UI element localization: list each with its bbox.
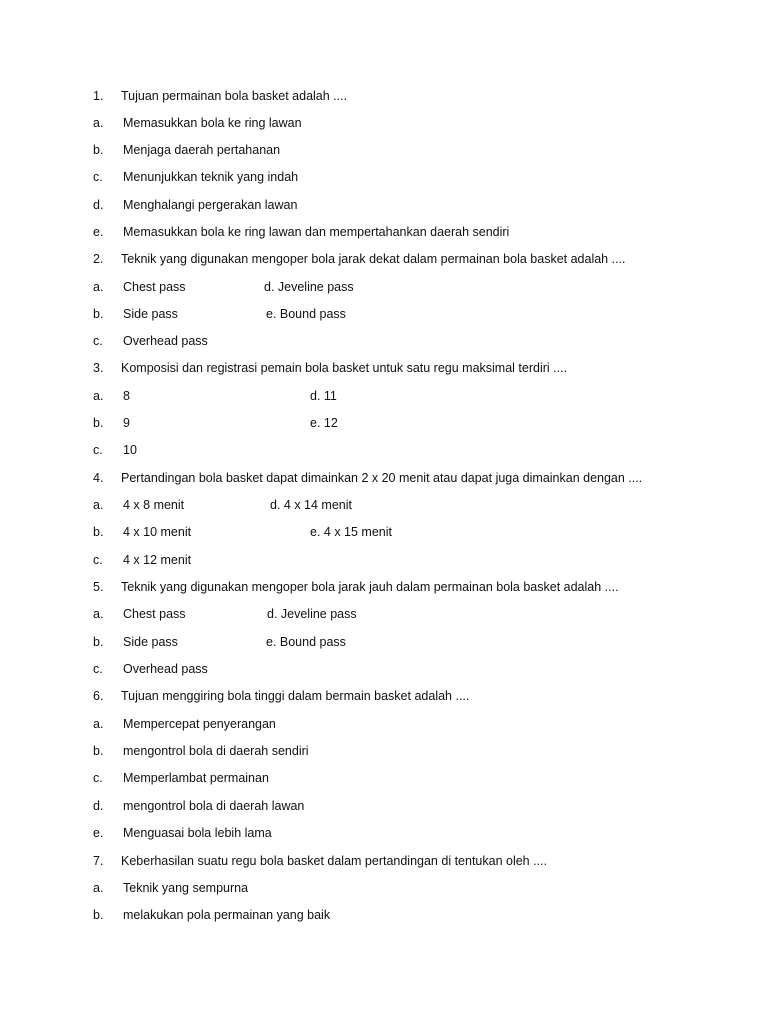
question-5 [0, 577, 768, 597]
option-row [0, 167, 768, 187]
option-marker: a. [93, 389, 104, 403]
option-marker: c. [93, 170, 103, 184]
option-marker: b. [93, 744, 104, 758]
option-text: Memasukkan bola ke ring lawan [123, 116, 302, 130]
option-row [0, 878, 768, 898]
question-number: 1. [93, 89, 104, 103]
option-text: Chest pass [123, 280, 186, 294]
option-text: 4 x 10 menit [123, 525, 192, 539]
question-text: Komposisi dan registrasi pemain bola basket untuk satu regu maksimal terdiri .... [121, 361, 568, 375]
option-row [0, 796, 768, 816]
question-text: Tujuan menggiring bola tinggi dalam bermain basket adalah .... [121, 689, 470, 703]
option-row [0, 632, 768, 652]
option-text: 4 x 12 menit [123, 553, 192, 567]
option-marker: c. [93, 771, 103, 785]
question-number: 2. [93, 252, 104, 266]
option-row [0, 604, 768, 624]
option-row [0, 714, 768, 734]
option-text: Side pass [123, 635, 178, 649]
option-text: Memasukkan bola ke ring lawan dan mempertahankan daerah sendiri [123, 225, 510, 239]
option-row [0, 222, 768, 242]
option-text: Side pass [123, 307, 178, 321]
option-marker: c. [93, 662, 103, 676]
option-text: Overhead pass [123, 662, 208, 676]
option-text: 9 [123, 416, 130, 430]
option-text-secondary: d. Jeveline pass [267, 607, 357, 621]
option-row [0, 413, 768, 433]
option-text-secondary: d. Jeveline pass [264, 280, 354, 294]
option-marker: e. [93, 225, 104, 239]
option-row [0, 440, 768, 460]
option-marker: c. [93, 334, 103, 348]
question-2 [0, 249, 768, 269]
question-number: 3. [93, 361, 104, 375]
option-row [0, 331, 768, 351]
question-number: 5. [93, 580, 104, 594]
option-text: Menunjukkan teknik yang indah [123, 170, 299, 184]
option-marker: b. [93, 635, 104, 649]
option-text-secondary: e. 12 [310, 416, 338, 430]
option-row [0, 277, 768, 297]
question-text: Pertandingan bola basket dapat dimainkan 2 x 20 menit atau dapat juga dimainkan dengan .... [121, 471, 643, 485]
question-number: 4. [93, 471, 104, 485]
option-text: Menguasai bola lebih lama [123, 826, 272, 840]
question-text: Teknik yang digunakan mengoper bola jarak dekat dalam permainan bola basket adalah .... [121, 252, 626, 266]
option-marker: a. [93, 717, 104, 731]
option-text-secondary: e. 4 x 15 menit [310, 525, 392, 539]
option-row [0, 905, 768, 925]
option-marker: d. [93, 198, 104, 212]
option-marker: b. [93, 908, 104, 922]
option-text: mengontrol bola di daerah sendiri [123, 744, 309, 758]
option-row [0, 304, 768, 324]
option-marker: c. [93, 553, 103, 567]
option-text: mengontrol bola di daerah lawan [123, 799, 305, 813]
option-row [0, 495, 768, 515]
option-text: 10 [123, 443, 137, 457]
option-text-secondary: e. Bound pass [266, 307, 346, 321]
option-marker: b. [93, 416, 104, 430]
question-1 [0, 86, 768, 106]
option-marker: b. [93, 307, 104, 321]
option-marker: c. [93, 443, 103, 457]
option-text-secondary: e. Bound pass [266, 635, 346, 649]
question-number: 6. [93, 689, 104, 703]
option-row [0, 823, 768, 843]
option-marker: e. [93, 826, 104, 840]
option-marker: a. [93, 881, 104, 895]
option-text: 8 [123, 389, 130, 403]
option-marker: d. [93, 799, 104, 813]
option-text: 4 x 8 menit [123, 498, 185, 512]
option-text: Chest pass [123, 607, 186, 621]
question-text: Keberhasilan suatu regu bola basket dalam pertandingan di tentukan oleh .... [121, 854, 547, 868]
option-marker: a. [93, 280, 104, 294]
option-marker: a. [93, 498, 104, 512]
option-text: melakukan pola permainan yang baik [123, 908, 331, 922]
option-text: Mempercepat penyerangan [123, 717, 276, 731]
question-6 [0, 686, 768, 706]
option-row [0, 140, 768, 160]
question-text: Teknik yang digunakan mengoper bola jarak jauh dalam permainan bola basket adalah .... [121, 580, 619, 594]
option-row [0, 113, 768, 133]
option-text: Menjaga daerah pertahanan [123, 143, 281, 157]
option-row [0, 768, 768, 788]
option-text: Teknik yang sempurna [123, 881, 249, 895]
option-text: Menghalangi pergerakan lawan [123, 198, 298, 212]
option-marker: b. [93, 525, 104, 539]
option-row [0, 741, 768, 761]
option-marker: b. [93, 143, 104, 157]
question-number: 7. [93, 854, 104, 868]
question-7 [0, 851, 768, 871]
question-4 [0, 468, 768, 488]
question-3 [0, 358, 768, 378]
option-marker: a. [93, 116, 104, 130]
option-row [0, 386, 768, 406]
option-row [0, 659, 768, 679]
option-text-secondary: d. 11 [310, 389, 337, 403]
option-marker: a. [93, 607, 104, 621]
option-text: Overhead pass [123, 334, 208, 348]
option-row [0, 195, 768, 215]
option-row [0, 522, 768, 542]
question-text: Tujuan permainan bola basket adalah .... [121, 89, 348, 103]
option-text-secondary: d. 4 x 14 menit [270, 498, 352, 512]
option-text: Memperlambat permainan [123, 771, 269, 785]
option-row [0, 550, 768, 570]
